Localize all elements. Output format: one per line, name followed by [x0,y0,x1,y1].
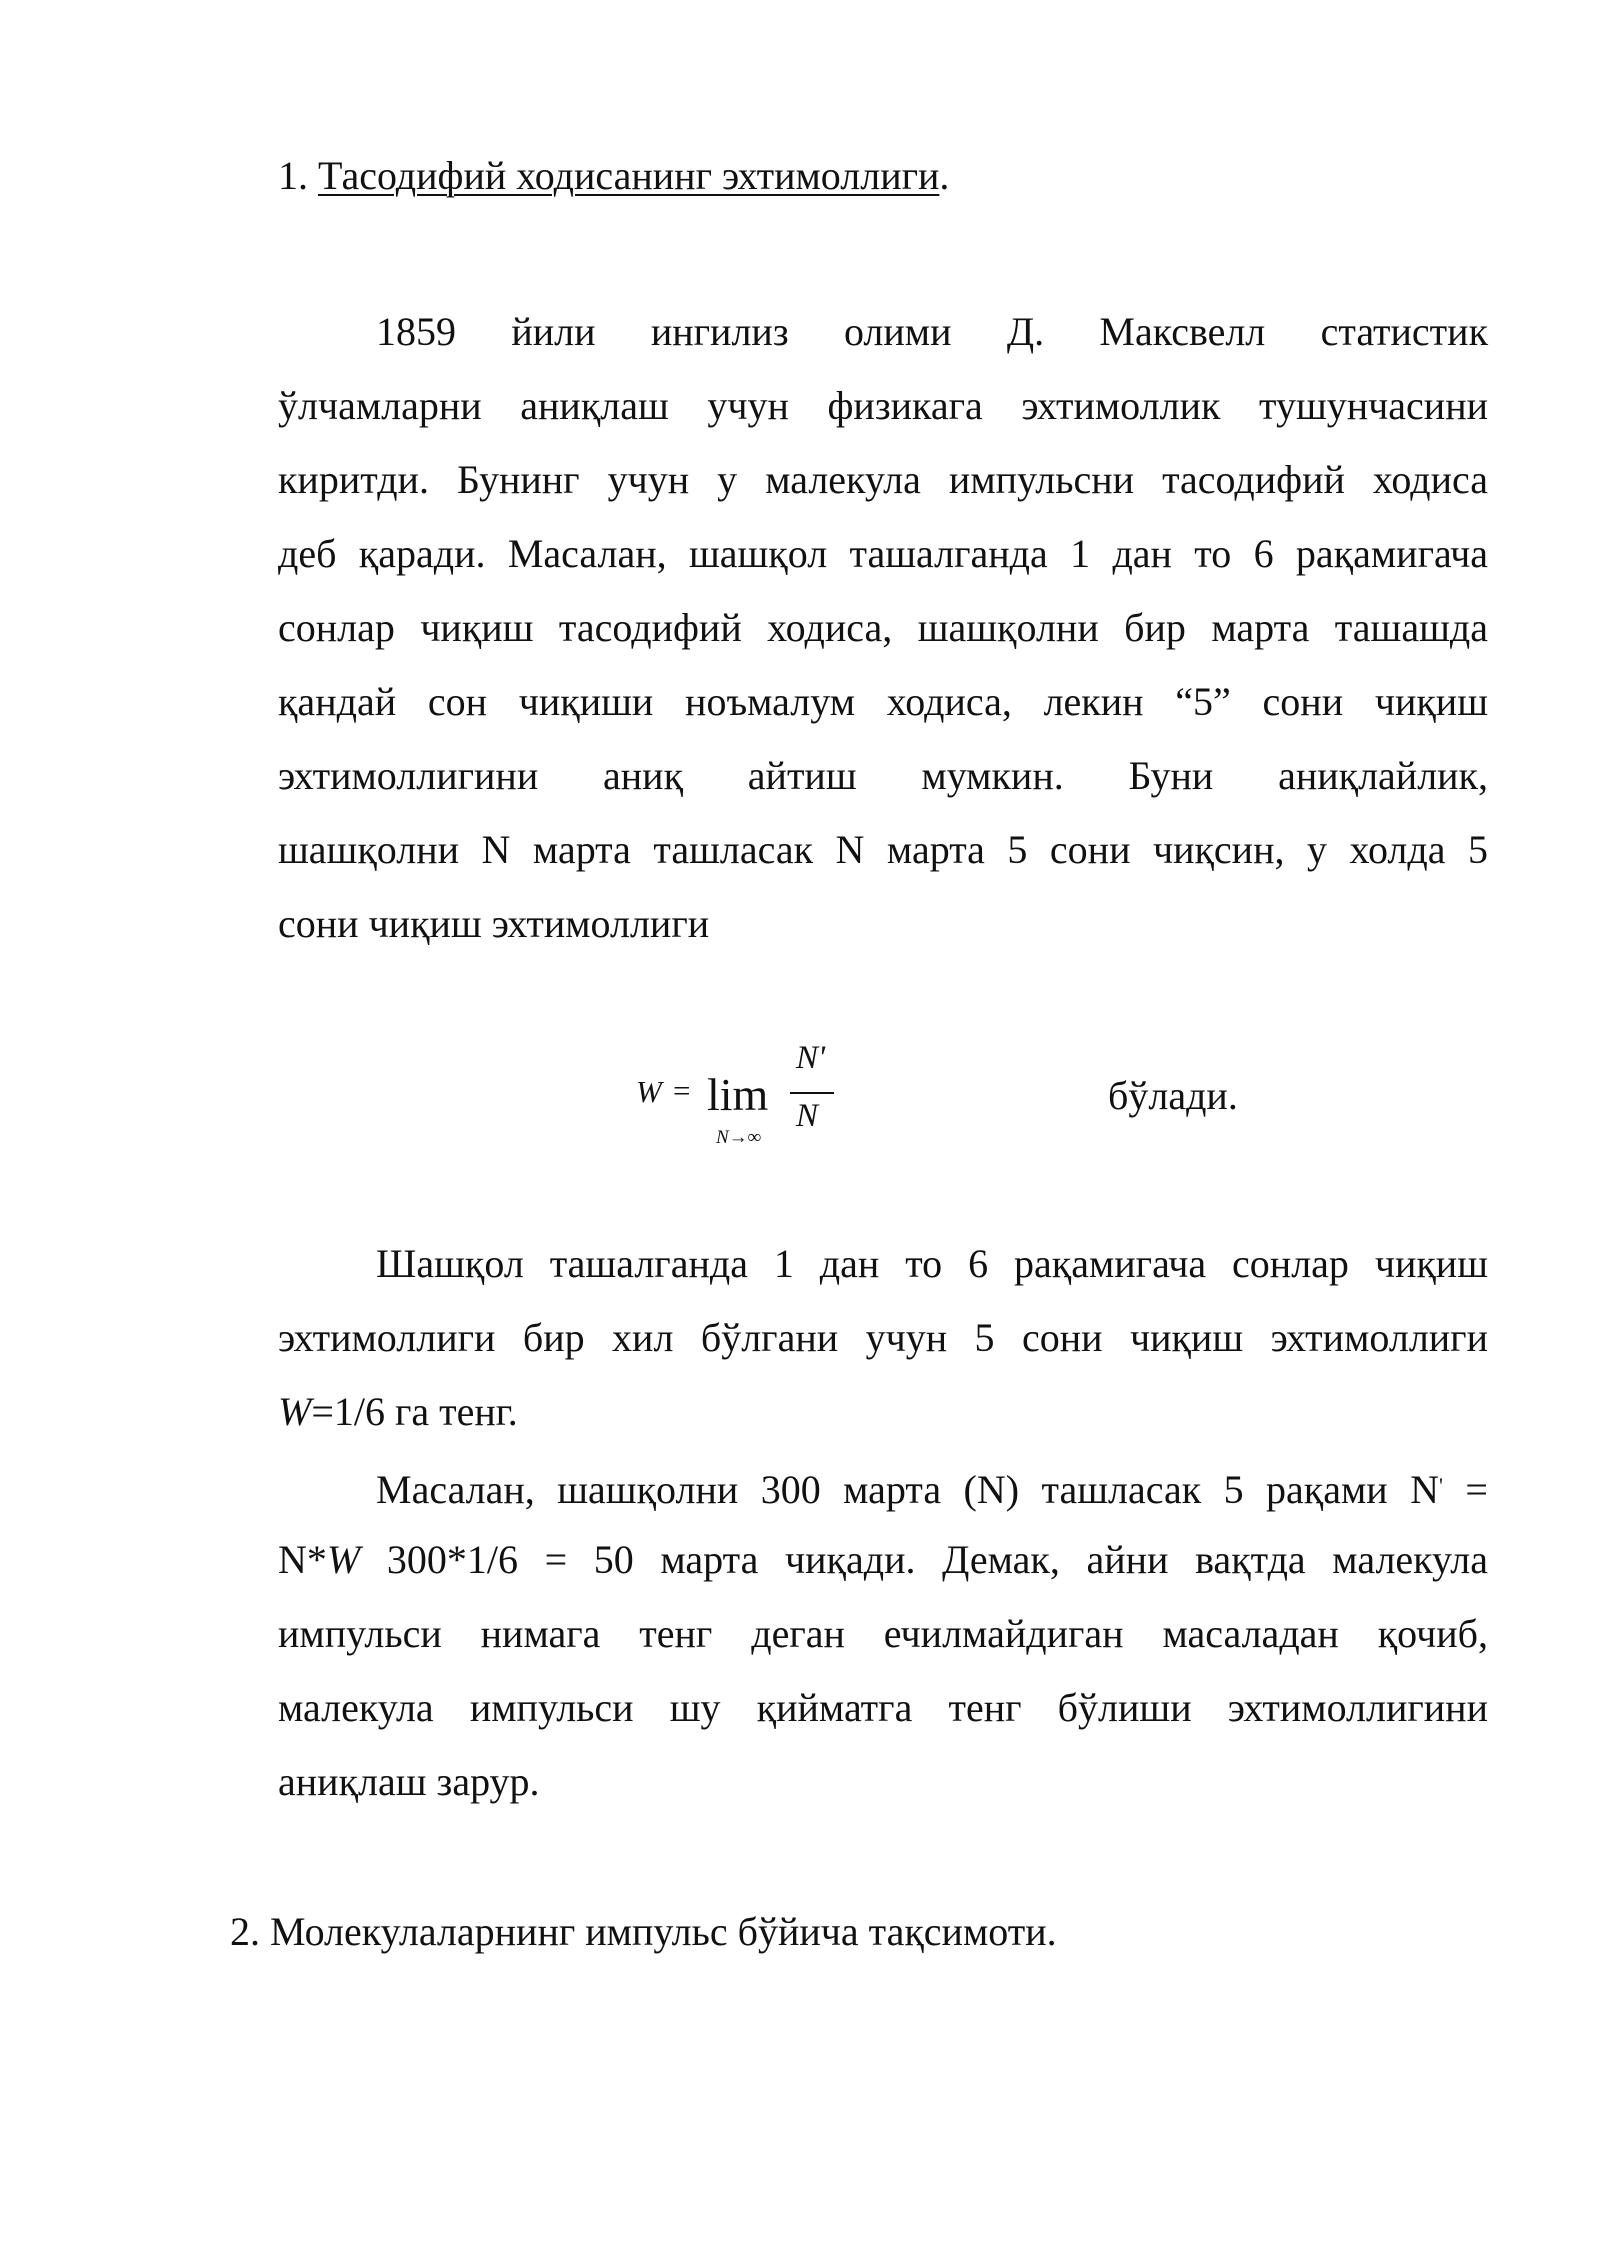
formula-lim-subscript: N→∞ [716,1127,762,1148]
paragraph-1-line: 1859 йили ингилиз олими Д. Максвелл статистик [376,309,1488,354]
formula-denominator: N [796,1098,819,1134]
paragraph-3-line2-pre: N* [278,1537,327,1582]
paragraph-1-line: ўлчамларни аниқлаш учун физикага эхтимоллик тушунчасини [278,383,1488,428]
paragraph-1-line: сони чиқиш эхтимоллиги [278,901,710,946]
section-1-end-punct: . [939,153,950,198]
section-2-heading: 2. Молекулаларнинг импульс бўйича тақсимоти. [230,1909,1057,1954]
variable-w: W [278,1389,312,1434]
paragraph-1-line: сонлар чиқиш тасодифий ходиса, шашқолни бир марта ташашда [278,605,1488,650]
paragraph-3-line: импульси нимага тенг деган ечилмайдиган масаладан қочиб, [278,1611,1488,1656]
formula-lhs: W [636,1074,662,1109]
paragraph-2-line3-rest: =1/6 га тенг. [311,1389,518,1434]
paragraph-3-line: малекула импульси шу қийматга тенг бўлиши эхтимоллигини [278,1685,1488,1730]
formula-equals: = [673,1073,691,1108]
section-1-number: 1. [278,153,308,198]
paragraph-3-line [278,1523,1488,1597]
paragraph-1 [278,295,1488,961]
paragraph-1-line: деб қаради. Масалан, шашқол ташалганда 1 дан то 6 рақамигача [278,531,1488,576]
paragraph-3-line2-rest: 300*1/6 = 50 марта чиқади. Демак, айни вақтда малекула [360,1537,1488,1582]
paragraph-3-line1-end: = [1443,1467,1488,1512]
paragraph-1-line: шашқолни N марта ташласак N марта 5 сони чиқсин, у холда 5 [278,827,1488,872]
paragraph-1-line: эхтимоллигини аниқ айтиш мумкин. Буни аниқлайлик, [278,753,1488,798]
formula-trailing-text: бўлади. [1108,1073,1238,1118]
paragraph-2-line: Шашқол ташалганда 1 дан то 6 рақамигача сонлар чиқиш [376,1241,1488,1286]
prime-mark: ' [1439,1473,1443,1498]
section-1-title: Тасодифий ходисанинг эхтимоллиги [318,153,940,198]
variable-w: W [326,1537,361,1582]
paragraph-1-line: киритди. Бунинг учун у малекула импульсни тасодифий ходиса [278,457,1488,502]
paragraph-1-line: қандай сон чиқиши ноъмалум ходиса, лекин “5” сони чиқиш [278,679,1488,724]
formula-lim: lim [707,1069,769,1120]
paragraph-3-line [278,1449,1488,1523]
section-1-heading [278,152,949,200]
paragraph-3-line: аниқлаш зарур. [278,1759,540,1804]
probability-limit-formula [636,1040,856,1150]
paragraph-2-line: эхтимоллиги бир хил бўлгани учун 5 сони чиқиш эхтимоллиги [278,1315,1488,1360]
paragraph-2-line [278,1375,1488,1449]
formula-numerator: N' [796,1040,826,1076]
paragraph-3-line1-text: Масалан, шашқолни 300 марта (N) ташласак 5 рақами N [376,1467,1440,1512]
paragraph-2 [278,1227,1488,1449]
formula-fraction-bar [790,1092,834,1094]
paragraph-3 [278,1449,1488,1819]
